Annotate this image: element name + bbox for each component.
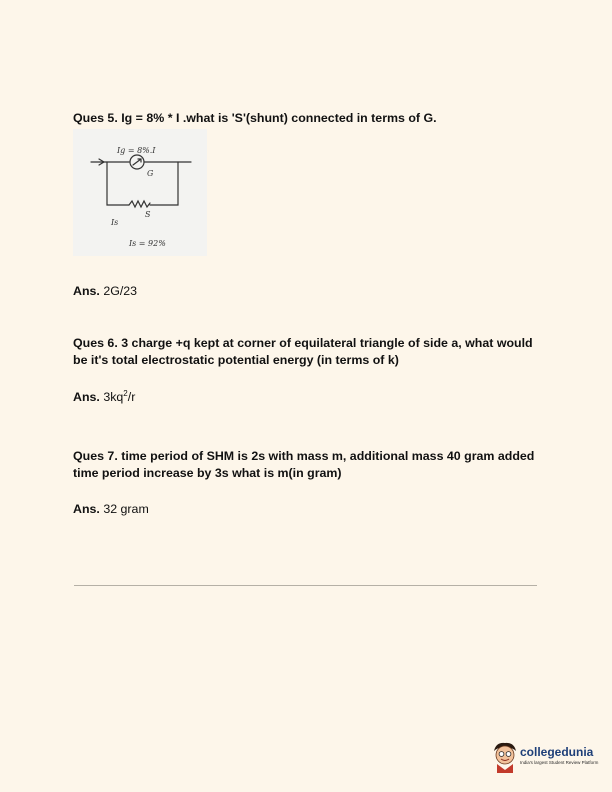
is-label: Is xyxy=(111,218,119,227)
answer-5-value: 2G/23 xyxy=(103,284,138,298)
ig-label: Ig = 8%.I xyxy=(117,146,156,155)
answer-7 xyxy=(73,501,149,518)
question-5 xyxy=(73,110,543,127)
answer-7-label: Ans. xyxy=(73,502,100,516)
mascot-icon xyxy=(494,743,516,773)
shunt-right-wire xyxy=(150,162,178,205)
question-6-label: Ques 6. xyxy=(73,336,118,350)
shunt-circuit-figure xyxy=(73,129,207,256)
brand-tagline: India's largest Student Review Platform xyxy=(520,760,599,765)
answer-5 xyxy=(73,283,137,300)
galvanometer-needle xyxy=(133,159,141,165)
answer-7-value: 32 gram xyxy=(103,502,149,516)
shunt-circuit-sketch xyxy=(73,129,207,256)
shunt-resistor xyxy=(129,201,150,207)
question-6 xyxy=(73,335,543,369)
question-6-text: 3 charge +q kept at corner of equilateral triangle of side a, what would be it's total electrostatic potential energy (in terms of k) xyxy=(73,336,533,367)
answer-5-label: Ans. xyxy=(73,284,100,298)
shunt-left-wire xyxy=(107,162,129,205)
answer-6-label: Ans. xyxy=(73,390,100,404)
brand-name: collegedunia xyxy=(520,745,594,759)
question-7-label: Ques 7. xyxy=(73,449,118,463)
question-5-text: Ig = 8% * I .what is 'S'(shunt) connected in terms of G. xyxy=(121,111,437,125)
s-label: S xyxy=(145,210,151,219)
g-label: G xyxy=(147,169,154,178)
section-divider xyxy=(74,585,537,586)
answer-6-value xyxy=(103,390,135,404)
answer-6 xyxy=(73,389,135,406)
answer-6-base: 3kq xyxy=(103,390,124,404)
question-7-text: time period of SHM is 2s with mass m, additional mass 40 gram added time period increase by 3s what is m(in gram) xyxy=(73,449,535,480)
is-value-label: Is = 92% xyxy=(129,239,166,248)
question-7 xyxy=(73,448,543,482)
question-5-label: Ques 5. xyxy=(73,111,118,125)
answer-6-tail: /r xyxy=(127,390,136,404)
answer-6-superscript: 2 xyxy=(123,388,128,398)
